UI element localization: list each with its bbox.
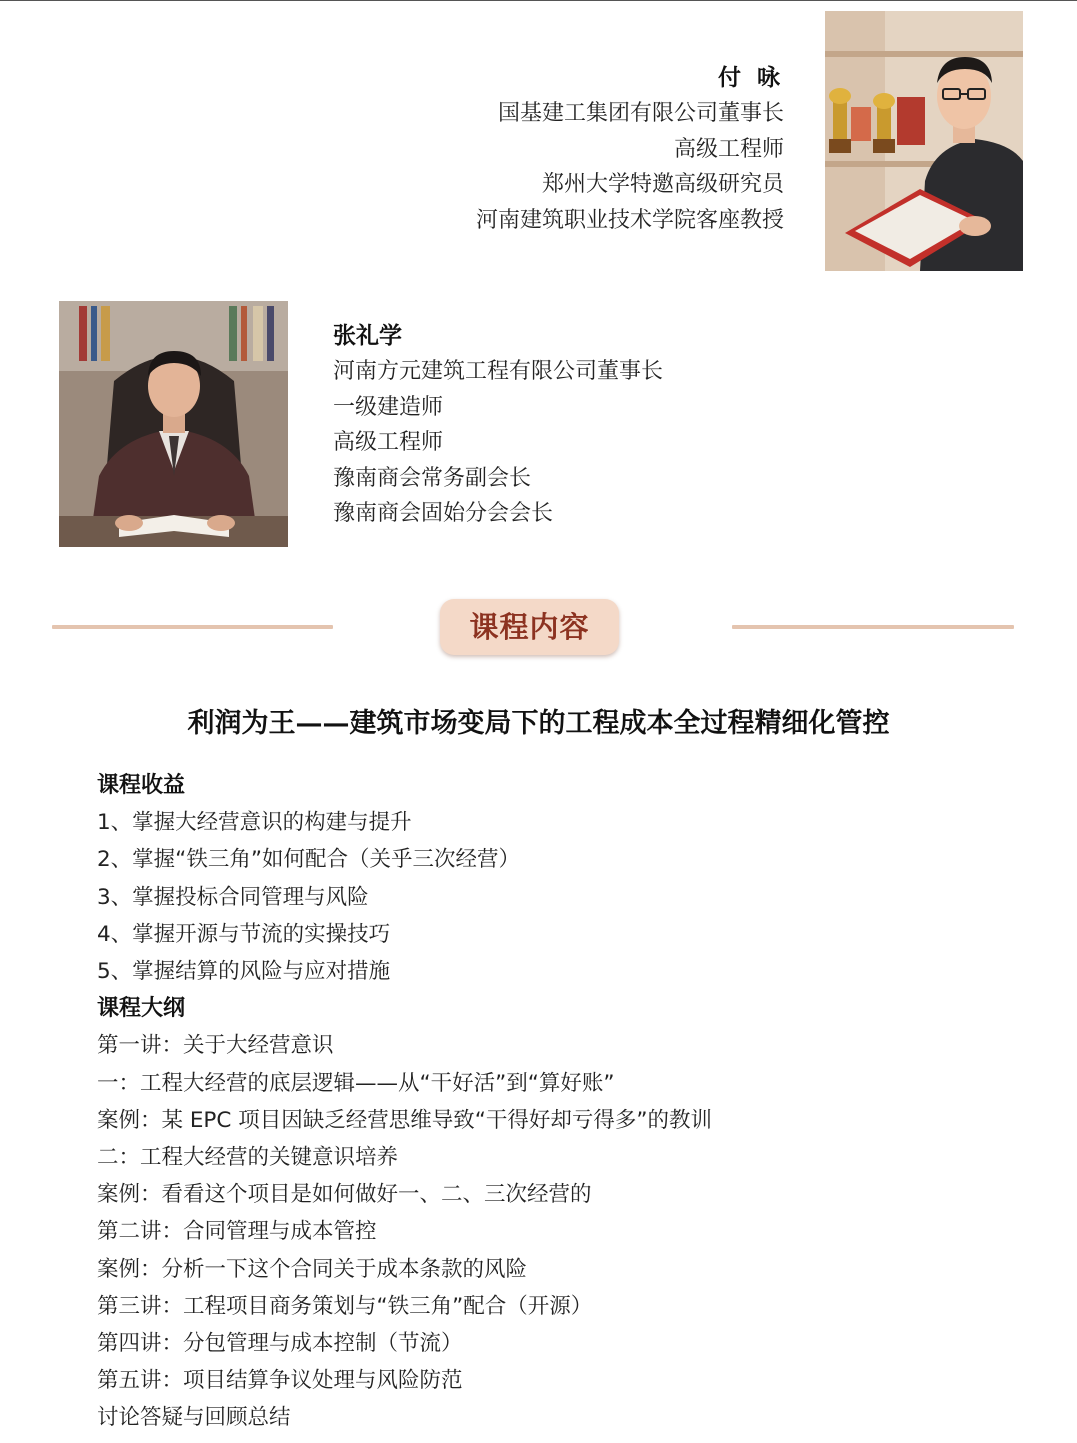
outline-item: 一：工程大经营的底层逻辑——从“干好活”到“算好账” <box>97 1070 615 1096</box>
outline-heading: 课程大纲 <box>97 996 186 1022</box>
outline-item: 第一讲：关于大经营意识 <box>97 1033 334 1059</box>
section-badge-course-content: 课程内容 <box>440 599 619 655</box>
speaker1-title: 国基建工集团有限公司董事长 <box>497 101 784 126</box>
speaker1-name: 付 咏 <box>717 65 784 91</box>
outline-item: 第四讲：分包管理与成本控制（节流） <box>97 1331 463 1357</box>
speaker2-photo <box>59 301 288 547</box>
outline-item: 第二讲：合同管理与成本管控 <box>97 1219 377 1245</box>
course-body <box>97 767 997 1437</box>
benefit-item: 5、掌握结算的风险与应对措施 <box>97 959 391 985</box>
course-title: 利润为王——建筑市场变局下的工程成本全过程精细化管控 <box>187 708 890 739</box>
section-divider-left <box>52 625 333 629</box>
benefit-item: 4、掌握开源与节流的实操技巧 <box>97 921 391 947</box>
speaker2-name: 张礼学 <box>333 323 402 349</box>
speaker2-title: 豫南商会固始分会会长 <box>333 501 554 526</box>
outline-item: 案例：分析一下这个合同关于成本条款的风险 <box>97 1256 528 1282</box>
benefit-item: 2、掌握“铁三角”如何配合（关乎三次经营） <box>97 847 520 873</box>
speaker2-title: 一级建造师 <box>333 394 444 420</box>
speaker1-title: 高级工程师 <box>673 136 784 162</box>
speaker1-title: 郑州大学特邀高级研究员 <box>541 172 784 197</box>
benefit-item: 1、掌握大经营意识的构建与提升 <box>97 810 412 836</box>
speaker2-info <box>333 318 663 532</box>
outline-item: 案例：看看这个项目是如何做好一、二、三次经营的 <box>97 1182 592 1208</box>
speaker1-title: 河南建筑职业技术学院客座教授 <box>475 207 784 233</box>
benefit-item: 3、掌握投标合同管理与风险 <box>97 884 369 910</box>
outline-item: 第三讲：工程项目商务策划与“铁三角”配合（开源） <box>97 1293 593 1319</box>
section-divider-right <box>732 625 1014 629</box>
outline-item: 案例：某 EPC 项目因缺乏经营思维导致“干得好却亏得多”的教训 <box>97 1107 713 1133</box>
speaker2-title: 河南方元建筑工程有限公司董事长 <box>333 359 664 384</box>
top-border-line <box>0 0 1077 1</box>
benefits-heading: 课程收益 <box>97 773 186 798</box>
speaker2-title: 豫南商会常务副会长 <box>333 465 532 491</box>
outline-item: 二：工程大经营的关键意识培养 <box>97 1145 399 1171</box>
outline-item: 讨论答疑与回顾总结 <box>97 1405 291 1431</box>
speaker2-title: 高级工程师 <box>333 430 444 455</box>
speaker1-info <box>476 60 784 238</box>
outline-item: 第五讲：项目结算争议处理与风险防范 <box>97 1368 463 1394</box>
speaker1-photo <box>825 11 1023 271</box>
